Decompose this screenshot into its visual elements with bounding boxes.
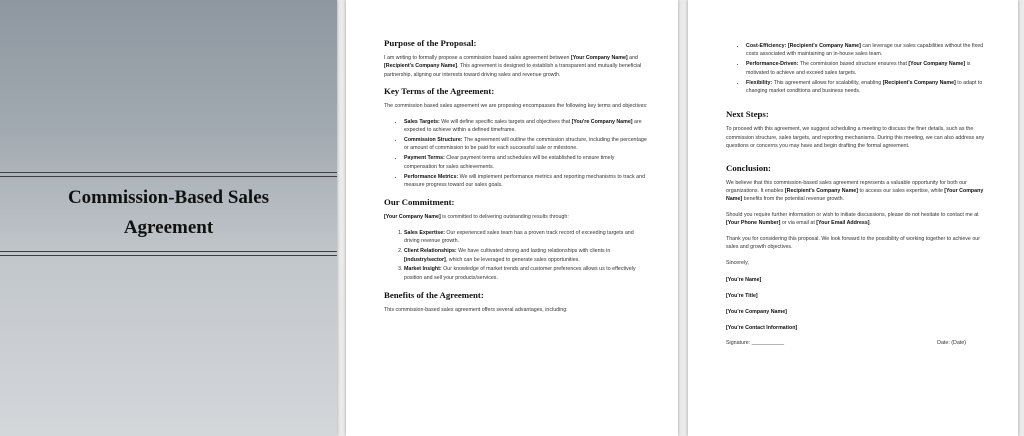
text-run: I am writing to formally propose a commission based sales agreement between bbox=[384, 55, 571, 61]
cover-page bbox=[0, 0, 337, 436]
item-label: Flexibility: bbox=[746, 79, 773, 86]
text-run: Should you require further information or wish to initiate discussions, please do not hesitate to contact me at bbox=[726, 211, 979, 218]
item-text: to adapt to changing market conditions and business needs. bbox=[746, 79, 983, 95]
list-item bbox=[404, 118, 648, 135]
benefits-list bbox=[726, 42, 986, 95]
text-run: . bbox=[869, 220, 872, 227]
placeholder-field: [industry/sector] bbox=[404, 256, 446, 263]
list-item bbox=[404, 265, 648, 282]
commitment-heading: Our Commitment: bbox=[384, 197, 455, 208]
placeholder-field: [Recipient's Company Name] bbox=[784, 188, 858, 195]
item-text: , which can be leveraged to generate sales opportunities. bbox=[445, 256, 580, 263]
purpose-paragraph bbox=[384, 54, 648, 79]
item-label: Performance Metrics: bbox=[404, 173, 459, 180]
closing-title: [You're Title] bbox=[726, 292, 758, 299]
date-line: Date: (Date) bbox=[937, 339, 966, 346]
cover-divider-bottom-1 bbox=[0, 251, 337, 252]
item-label: Sales Expertise: bbox=[404, 229, 445, 236]
cover-divider-bottom-2 bbox=[0, 255, 337, 256]
list-item bbox=[404, 154, 648, 171]
signature-line: Signature: ___________ bbox=[726, 339, 785, 346]
placeholder-field: [Your Company Name] bbox=[570, 55, 628, 61]
text-run: or via email at bbox=[780, 220, 817, 227]
cover-title-line-1: Commission-Based Sales bbox=[67, 187, 270, 208]
item-label: Commission Structure: bbox=[404, 136, 463, 143]
list-item bbox=[404, 247, 648, 264]
item-text: are expected to achieve within a defined timeframe. bbox=[404, 118, 642, 134]
item-label: Payment Terms: bbox=[404, 155, 445, 162]
text-run: . This agreement is designed to establish a transparent and mutually beneficial partnership, aligning our interests toward driving sales and revenue growth. bbox=[384, 63, 642, 78]
item-text: The commission based structure ensures that bbox=[798, 61, 909, 68]
conclusion-paragraph-1 bbox=[726, 179, 986, 204]
list-item bbox=[404, 229, 648, 246]
text-run: is committed to delivering outstanding results through: bbox=[440, 214, 569, 221]
placeholder-field: [You're Company Name] bbox=[571, 118, 633, 125]
item-text: We have cultivated strong and lasting relationships with clients in bbox=[456, 248, 611, 255]
benefits-heading: Benefits of the Agreement: bbox=[384, 290, 484, 301]
placeholder-field: [Your Phone Number] bbox=[726, 220, 781, 227]
commitment-intro bbox=[384, 213, 648, 221]
cover-title bbox=[0, 183, 337, 243]
placeholder-field: [Your Company Name] bbox=[726, 188, 984, 203]
item-text: Our experienced sales team has a proven track record of exceeding targets and driving revenue growth. bbox=[404, 229, 634, 245]
closing-contact: [You're Contact Information] bbox=[726, 324, 798, 331]
placeholder-field: [Recipient's Company Name] bbox=[384, 63, 458, 70]
list-item bbox=[746, 60, 986, 77]
conclusion-paragraph-3: Thank you for considering this proposal. We look forward to the possibility of working together to achieve our sales and growth objectives. bbox=[726, 235, 980, 251]
item-text: This agreement allows for scalability, enabling bbox=[772, 79, 883, 86]
commitment-list bbox=[384, 229, 648, 282]
item-text: can leverage our sales capabilities without the fixed costs associated with maintaining an in-house sales team. bbox=[746, 43, 984, 58]
item-text: We will define specific sales targets and objectives that bbox=[439, 118, 572, 125]
benefits-intro: This commission-based sales agreement offers several advantages, including: bbox=[384, 307, 568, 314]
item-label: Performance-Driven: bbox=[746, 61, 799, 68]
key-terms-intro: The commission based sales agreement we are proposing encompasses the following key terms and objectives: bbox=[384, 103, 648, 110]
document-page-2 bbox=[346, 0, 678, 436]
item-text: Our knowledge of market trends and customer preferences allows us to effectively position and sell your products/services. bbox=[404, 266, 636, 281]
placeholder-field: [Your Company Name] bbox=[384, 214, 441, 221]
placeholder-field: [Recipient's Company Name] bbox=[787, 43, 861, 49]
text-run: We believe that this commission-based sales agreement represents a valuable opportunity for both our organizations. It enables bbox=[726, 179, 967, 195]
item-text: Clear payment terms and schedules will be established to ensure timely compensation for sales achievements. bbox=[404, 155, 615, 170]
conclusion-heading: Conclusion: bbox=[726, 162, 771, 173]
list-item bbox=[746, 79, 986, 96]
item-label: Sales Targets: bbox=[404, 118, 440, 125]
document-page-3 bbox=[688, 0, 1018, 436]
closing-company: [You're Company Name] bbox=[726, 308, 787, 315]
item-text: We will implement performance metrics and reporting mechanisms to track and measure progress toward our sales goals. bbox=[404, 173, 646, 188]
conclusion-paragraph-2 bbox=[726, 211, 986, 228]
cover-divider-top-2 bbox=[0, 176, 337, 177]
signature-row bbox=[726, 340, 986, 346]
list-item bbox=[746, 42, 986, 59]
closing-sincerely: Sincerely, bbox=[726, 259, 749, 266]
item-label: Market Insight: bbox=[404, 266, 442, 273]
closing-name: [You're Name] bbox=[726, 276, 762, 283]
text-run: to access our sales expertise, while bbox=[857, 188, 945, 195]
cover-title-line-2: Agreement bbox=[123, 217, 214, 238]
list-item bbox=[404, 173, 648, 190]
placeholder-field: [Your Email Address] bbox=[816, 220, 870, 227]
placeholder-field: [Your Company Name] bbox=[908, 61, 966, 68]
item-text: The agreement will outline the commission structure, including the percentage or amount of commission to be paid for each successful sale or milestone. bbox=[404, 136, 647, 152]
item-text: is motivated to achieve and exceed sales targets. bbox=[746, 61, 971, 76]
text-run: benefits from the potential revenue growth. bbox=[742, 196, 845, 203]
next-steps-paragraph: To proceed with this agreement, we suggest scheduling a meeting to discuss the finer details, such as the commission structure, sales targets, and reporting mechanisms. During this meeting, we can also address any questions or concerns you may have and begin drafting the formal agreement. bbox=[726, 126, 985, 150]
item-label: Cost-Efficiency: bbox=[746, 43, 787, 49]
text-run: and bbox=[627, 55, 638, 61]
next-steps-heading: Next Steps: bbox=[726, 109, 769, 120]
list-item bbox=[404, 136, 648, 153]
cover-divider-top-1 bbox=[0, 172, 337, 173]
placeholder-field: [Recipient's Company Name] bbox=[882, 79, 956, 86]
key-terms-list bbox=[384, 118, 648, 190]
item-label: Client Relationships: bbox=[404, 248, 457, 255]
key-terms-heading: Key Terms of the Agreement: bbox=[384, 86, 495, 97]
purpose-heading: Purpose of the Proposal: bbox=[384, 38, 477, 48]
